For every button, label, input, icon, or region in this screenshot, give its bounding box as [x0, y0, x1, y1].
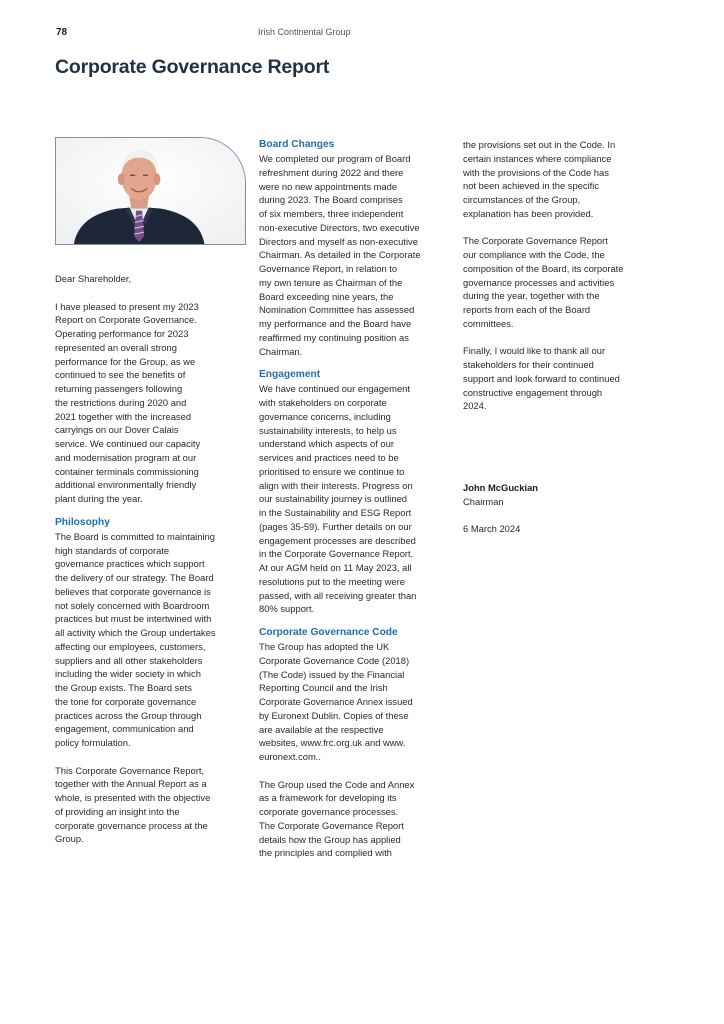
- philosophy-line: the delivery of our strategy. The Board: [55, 572, 214, 583]
- engagement-line: sustainability interests, to help us: [259, 424, 397, 436]
- engagement-line: align with their interests. Progress on: [259, 479, 413, 491]
- intro-line: the restrictions during 2020 and: [55, 396, 187, 408]
- intro-line: performance for the Group, as we: [55, 355, 196, 367]
- board-changes-line: Chairman. As detailed in the Corporate: [259, 249, 421, 261]
- running-header: Irish Continental Group: [258, 27, 351, 37]
- intro-line: container terminals commissioning: [55, 465, 199, 477]
- board-changes-paragraph: [259, 152, 451, 358]
- intro-line: returning passengers following: [55, 383, 183, 394]
- engagement-line: We have continued our engagement: [259, 383, 410, 395]
- closing-line: stakeholders for their continued: [463, 359, 594, 370]
- intro-line: represented an overall strong: [55, 341, 177, 353]
- engagement-line: with stakeholders on corporate: [259, 397, 387, 408]
- provisions-line: not been achieved in the specific: [463, 180, 600, 192]
- page-number: 78: [56, 27, 68, 38]
- code-used-paragraph: [259, 778, 451, 861]
- closing-line: constructive engagement through: [463, 386, 603, 398]
- code-heading: Corporate Governance Code: [259, 627, 398, 638]
- report-covers-line: governance processes and activities: [463, 276, 615, 288]
- closing-line: Finally, I would like to thank all our: [463, 345, 606, 357]
- board-changes-line: We completed our program of Board: [259, 153, 411, 164]
- intro-line: plant during the year.: [55, 493, 143, 504]
- board-changes-line: of six members, three independent: [259, 208, 404, 219]
- philosophy-line: policy formulation.: [55, 737, 131, 748]
- engagement-line: understand which aspects of our: [259, 438, 394, 450]
- code-paragraph: [259, 640, 451, 764]
- provisions-line: the provisions set out in the Code. In: [463, 139, 616, 150]
- report-line: whole, is presented with the objective: [55, 792, 211, 803]
- signature-name: John McGuckian: [463, 482, 539, 493]
- philosophy-line: high standards of corporate: [55, 544, 170, 556]
- engagement-line: governance concerns, including: [259, 410, 391, 422]
- report-line: Group.: [55, 833, 84, 845]
- philosophy-line: all activity which the Group undertakes: [55, 627, 216, 638]
- provisions-paragraph: [463, 138, 659, 221]
- philosophy-line: believes that corporate governance is: [55, 585, 211, 597]
- page-title: Corporate Governance Report: [55, 56, 330, 78]
- philosophy-paragraph: [55, 530, 247, 750]
- report-covers-line: committees.: [463, 317, 514, 329]
- board-changes-line: my performance and the Board have: [259, 318, 412, 329]
- provisions-line: certain instances where compliance: [463, 152, 612, 164]
- philosophy-line: engagement, communication and: [55, 723, 194, 735]
- code-used-line: The Corporate Governance Report: [259, 819, 404, 831]
- report-covers-line: composition of the Board, its corporate: [463, 262, 624, 274]
- intro-line: Report on Corporate Governance.: [55, 314, 197, 326]
- report-covers-line: our compliance with the Code, the: [463, 249, 605, 260]
- board-changes-line: Board exceeding nine years, the: [259, 290, 394, 302]
- report-line: This Corporate Governance Report,: [55, 764, 205, 776]
- report-paragraph: [55, 764, 247, 847]
- chairman-portrait-image: [56, 138, 245, 244]
- code-used-line: details how the Group has applied: [259, 833, 401, 845]
- intro-line: continued to see the benefits of: [55, 369, 186, 381]
- engagement-line: in the Sustainability and ESG Report: [259, 507, 412, 518]
- code-line: Corporate Governance Annex issued: [259, 696, 413, 707]
- philosophy-line: practices but must be intertwined with: [55, 613, 212, 625]
- engagement-paragraph: [259, 382, 451, 616]
- philosophy-heading: Philosophy: [55, 516, 110, 528]
- code-line: by Euronext Dublin. Copies of these: [259, 709, 409, 721]
- board-changes-line: refreshment during 2022 and there: [259, 166, 404, 178]
- report-covers-line: reports from each of the Board: [463, 304, 591, 315]
- code-line: (The Code) issued by the Financial: [259, 668, 405, 680]
- letter-date: 6 March 2024: [463, 523, 521, 535]
- report-covers-paragraph: [463, 234, 659, 330]
- philosophy-line: The Board is committed to maintaining: [55, 530, 215, 542]
- signature-title: Chairman: [463, 495, 504, 507]
- philosophy-line: affecting our employees, customers,: [55, 640, 206, 652]
- philosophy-line: practices across the Group through: [55, 709, 202, 721]
- provisions-line: circumstances of the Group,: [463, 194, 581, 205]
- philosophy-line: suppliers and all other stakeholders: [55, 654, 203, 666]
- engagement-line: At our AGM held on 11 May 2023, all: [259, 562, 412, 573]
- chairman-photo: [55, 137, 246, 245]
- philosophy-line: governance practices which support: [55, 558, 205, 570]
- code-used-line: as a framework for developing its: [259, 792, 397, 804]
- intro-line: carryings on our Dover Calais: [55, 424, 179, 436]
- report-covers-line: during the year, together with the: [463, 290, 600, 302]
- report-line: corporate governance process at the: [55, 819, 208, 831]
- code-used-line: The Group used the Code and Annex: [259, 778, 415, 790]
- engagement-line: (pages 35-59). Further details on our: [259, 520, 412, 532]
- board-changes-line: Chairman.: [259, 345, 303, 357]
- closing-line: 2024.: [463, 400, 487, 412]
- board-changes-heading: Board Changes: [259, 139, 335, 150]
- board-changes-line: non-executive Directors, two executive: [259, 221, 420, 233]
- provisions-line: explanation has been provided.: [463, 207, 594, 219]
- board-changes-line: Governance Report, in relation to: [259, 263, 398, 274]
- code-line: The Group has adopted the UK: [259, 641, 390, 652]
- engagement-line: in the Corporate Governance Report.: [259, 548, 414, 560]
- provisions-line: with the provisions of the Code has: [463, 166, 609, 178]
- engagement-line: prioritised to ensure we continue to: [259, 465, 405, 477]
- engagement-line: services and practices need to be: [259, 452, 399, 463]
- intro-line: I have pleased to present my 2023: [55, 300, 199, 312]
- closing-line: support and look forward to continued: [463, 372, 620, 384]
- code-line: Reporting Council and the Irish: [259, 682, 388, 694]
- engagement-line: engagement processes are described: [259, 534, 416, 546]
- intro-line: service. We continued our capacity: [55, 438, 201, 449]
- board-changes-line: Directors and myself as non-executive: [259, 235, 418, 247]
- column-middle: [259, 138, 451, 860]
- code-line: websites, www.frc.org.uk and www.: [259, 737, 406, 749]
- column-right: [463, 138, 659, 536]
- code-line: Corporate Governance Code (2018): [259, 654, 410, 666]
- philosophy-line: the tone for corporate governance: [55, 695, 197, 707]
- report-line: together with the Annual Report as a: [55, 778, 207, 790]
- philosophy-line: not solely concerned with Boardroom: [55, 599, 210, 611]
- code-line: euronext.com..: [259, 751, 322, 762]
- intro-line: and modernisation program at our: [55, 451, 197, 463]
- engagement-heading: Engagement: [259, 369, 321, 381]
- column-left: [55, 272, 247, 846]
- board-changes-line: during 2023. The Board comprises: [259, 194, 403, 206]
- board-changes-line: my own tenure as Chairman of the: [259, 276, 403, 288]
- board-changes-line: reaffirmed my continuing position as: [259, 331, 409, 343]
- philosophy-line: the Group exists. The Board sets: [55, 682, 192, 693]
- intro-paragraph: [55, 300, 247, 506]
- code-line: are available at the respective: [259, 723, 384, 735]
- code-used-line: corporate governance processes.: [259, 806, 399, 817]
- intro-line: Operating performance for 2023: [55, 328, 189, 339]
- engagement-line: resolutions put to the meeting were: [259, 575, 405, 587]
- code-used-line: the principles and complied with: [259, 847, 392, 859]
- engagement-line: passed, with all receiving greater than: [259, 589, 417, 601]
- board-changes-line: were no new appointments made: [259, 180, 398, 192]
- report-covers-line: The Corporate Governance Report: [463, 235, 608, 247]
- philosophy-line: including the wider society in which: [55, 668, 201, 680]
- intro-line: 2021 together with the increased: [55, 410, 192, 422]
- engagement-line: our sustainability journey is outlined: [259, 493, 407, 505]
- salutation: Dear Shareholder,: [55, 273, 132, 284]
- closing-paragraph: [463, 344, 659, 413]
- report-line: of providing an insight into the: [55, 805, 180, 817]
- engagement-line: 80% support.: [259, 603, 315, 615]
- board-changes-line: Nomination Committee has assessed: [259, 304, 415, 316]
- intro-line: additional environmentally friendly: [55, 479, 197, 491]
